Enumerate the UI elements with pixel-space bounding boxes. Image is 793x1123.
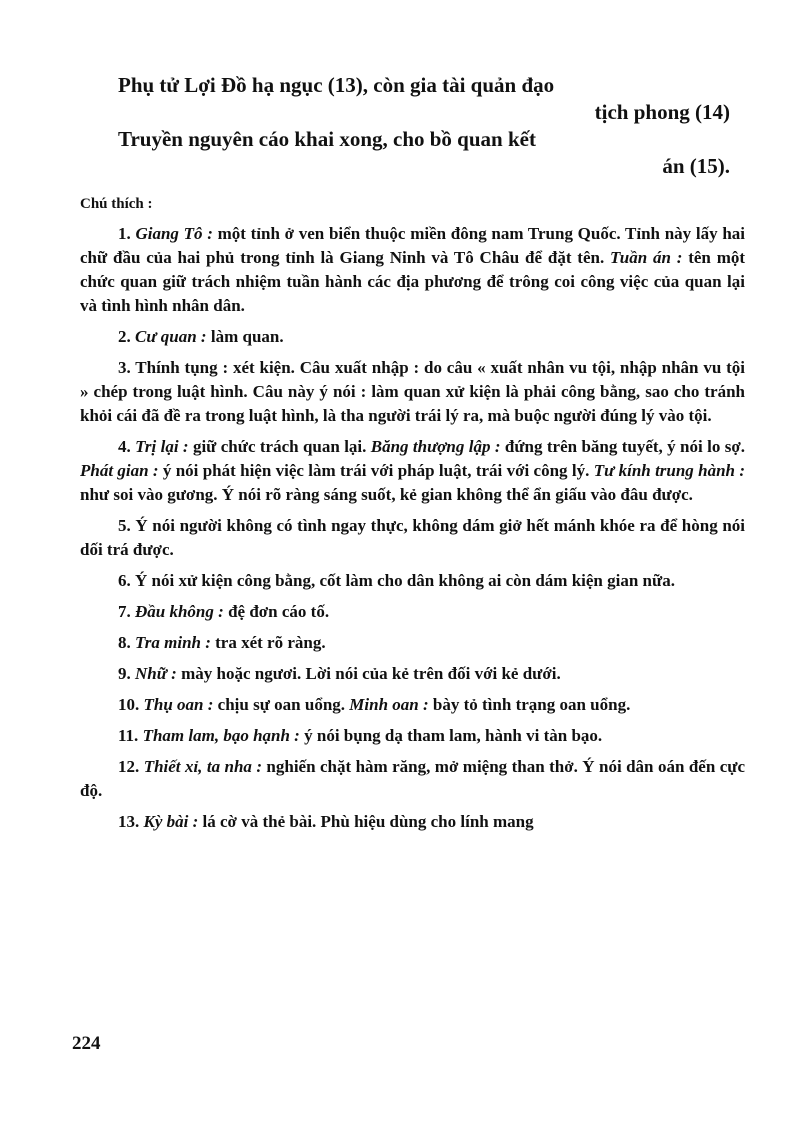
footnote-text: đứng trên băng tuyết, ý nói lo sợ. — [500, 437, 745, 456]
footnote-4 — [80, 435, 745, 507]
footnote-term: Tuần án : — [610, 248, 683, 267]
footnote-6 — [80, 569, 745, 593]
footnote-term: Đầu không : — [135, 602, 224, 621]
footnote-term: Thiết xỉ, ta nha : — [143, 757, 262, 776]
footnote-7 — [80, 600, 745, 624]
notes-heading: Chú thích : — [80, 196, 153, 212]
footnote-text: chịu sự oan uổng. — [213, 695, 350, 714]
footnote-text: làm quan. — [206, 327, 284, 346]
footnote-term: Thụ oan : — [143, 695, 214, 714]
footnote-10 — [80, 693, 745, 717]
footnote-text: ý nói phát hiện việc làm trái với pháp luật, trái với công lý. — [158, 461, 594, 480]
footnote-text: 1. — [118, 224, 136, 243]
footnote-term: Kỳ bài : — [143, 812, 199, 831]
footnote-text: như soi vào gương. Ý nói rõ ràng sáng suốt, kẻ gian không thể ẩn giấu vào đâu được. — [80, 485, 693, 504]
verse-line: Truyền nguyên cáo khai xong, cho bồ quan kết — [118, 127, 536, 151]
footnote-text: 13. — [118, 812, 144, 831]
footnote-text: một tỉnh ở ven biển thuộc miền đông nam Trung Quốc. Tỉnh này lấy hai chữ đầu của hai phủ trong tỉnh là Giang Ninh và Tô Châu để đặt tên. — [80, 224, 746, 267]
footnote-term: Trị lại : — [135, 437, 189, 456]
footnote-text: ý nói bụng dạ tham lam, hành vi tàn bạo. — [299, 726, 603, 745]
footnote-text: 12. — [118, 757, 144, 776]
footnote-text: 4. — [118, 437, 136, 456]
footnote-text: 7. — [118, 602, 135, 621]
footnote-term: Phát gian : — [80, 461, 159, 480]
page-number: 224 — [72, 1033, 101, 1054]
footnote-1 — [80, 222, 745, 318]
footnote-term: Cư quan : — [135, 327, 207, 346]
footnote-term: Nhữ : — [135, 664, 177, 683]
footnote-text: 2. — [118, 327, 135, 346]
footnote-text: bày tỏ tình trạng oan uổng. — [428, 695, 631, 714]
verse-line: Phụ tử Lợi Đồ hạ ngục (13), còn gia tài quản đạo — [118, 73, 555, 97]
footnote-term: Tra minh : — [135, 633, 211, 652]
footnote-text: 11. — [118, 726, 143, 745]
footnote-text: giữ chức trách quan lại. — [188, 437, 371, 456]
footnote-11 — [80, 724, 745, 748]
footnote-12 — [80, 755, 745, 803]
footnote-text: tra xét rõ ràng. — [210, 633, 326, 652]
footnote-term: Băng thượng lập : — [370, 437, 501, 456]
footnote-text: 3. Thính tụng : xét kiện. Câu xuất nhập : do câu « xuất nhân vu tội, nhập nhân vu tội » chép trong luật hình. Câu này ý nói : làm quan xử kiện là phải công bằng, sao cho tránh khỏi cái đã đề ra trong luật hình, là tha người trái lý ra, mà buộc người đúng lý vào tội. — [80, 358, 745, 425]
footnote-13 — [80, 810, 745, 834]
verse-block — [118, 72, 730, 180]
footnote-text: mày hoặc ngươi. Lời nói của kẻ trên đối với kẻ dưới. — [176, 664, 561, 683]
footnote-5 — [80, 514, 745, 562]
footnote-text: tên một chức quan giữ trách nhiệm tuần hành các địa phương để trông coi công việc của quan lại và tình hình nhân dân. — [80, 248, 746, 315]
footnote-text: 5. Ý nói người không có tình ngay thực, không dám giở hết mánh khóe ra để hòng nói dối trá được. — [80, 516, 745, 559]
notes-list — [80, 222, 745, 841]
footnote-text: 6. Ý nói xử kiện công bằng, cốt làm cho dân không ai còn dám kiện gian nữa. — [118, 571, 675, 590]
footnote-term: Minh oan : — [349, 695, 429, 714]
footnote-text: 8. — [118, 633, 135, 652]
verse-line: án (15). — [662, 154, 730, 178]
footnote-2 — [80, 325, 745, 349]
footnote-text: lá cờ và thẻ bài. Phù hiệu dùng cho lính mang — [198, 812, 534, 831]
footnote-3 — [80, 356, 745, 428]
footnote-term: Giang Tô : — [135, 224, 213, 243]
footnote-text: 10. — [118, 695, 144, 714]
footnote-8 — [80, 631, 745, 655]
footnote-text: nghiến chặt hàm răng, mở miệng than thở. Ý nói dân oán đến cực độ. — [80, 757, 745, 800]
footnote-term: Tư kính trung hành : — [593, 461, 745, 480]
footnote-text: đệ đơn cáo tố. — [223, 602, 330, 621]
footnote-term: Tham lam, bạo hạnh : — [142, 726, 300, 745]
footnote-9 — [80, 662, 745, 686]
footnote-text: 9. — [118, 664, 135, 683]
verse-line: tịch phong (14) — [594, 100, 730, 124]
